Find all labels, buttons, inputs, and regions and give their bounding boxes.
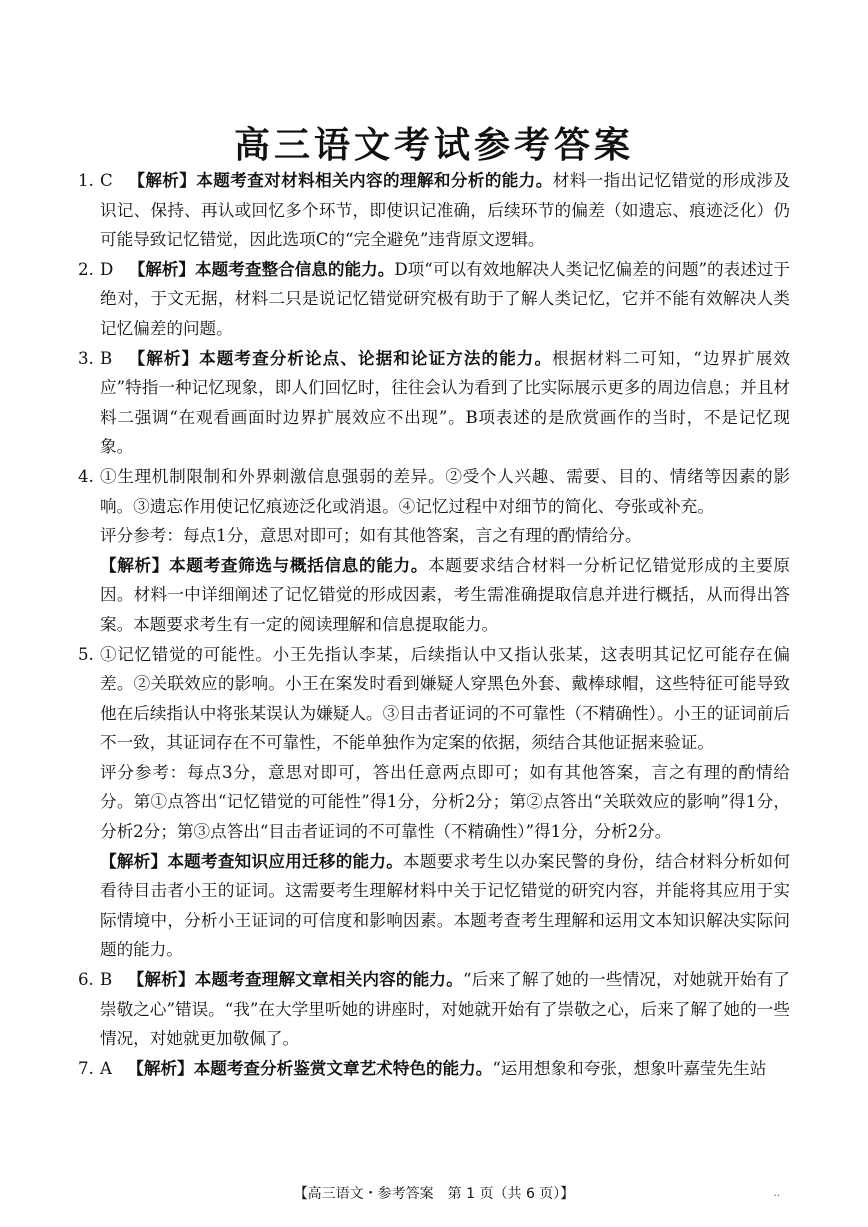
analysis-text: D项“可以有效地解决人类记忆偏差的问题”的表述过于绝对，于文无据，材料二只是说记忆错觉研究极有助于了解人类记忆，它并不能有效解决人类记忆偏差的问题。 <box>100 259 791 338</box>
answer-points: ①生理机制限制和外界刺激信息强弱的差异。②受个人兴趣、需要、目的、情绪等因素的影响。③遗忘作用使记忆痕迹泛化或消退。④记忆过程中对细节的简化、夸张或补充。 <box>100 466 790 516</box>
answer-choice: C <box>100 171 113 190</box>
analysis-tag: 【解析】 <box>100 554 170 575</box>
analysis-lead: 本题考查知识应用迁移的能力。 <box>167 850 404 871</box>
question-number: 6. <box>78 970 94 990</box>
analysis-lead: 本题考查分析论点、论据和论证方法的能力。 <box>199 347 553 368</box>
analysis-tag: 【解析】 <box>100 850 168 871</box>
analysis-paragraph <box>100 551 790 640</box>
analysis-lead: 本题考查整合信息的能力。 <box>195 258 395 279</box>
analysis-lead: 本题考查筛选与概括信息的能力。 <box>169 554 429 575</box>
page-footer: 【高三语文・参考答案 第 1 页（共 6 页）】 <box>293 1186 575 1202</box>
answer-choice: D <box>100 259 114 279</box>
question-number: 7. <box>78 1058 94 1078</box>
analysis-text: 材料一指出记忆错觉的形成涉及识记、保持、再认或回忆多个环节，即使识记准确，后续环节的偏差（如遗忘、痕迹泛化）仍可能导致记忆错觉，因此选项C的“完全避免”违背原文逻辑。 <box>100 171 790 250</box>
page-title: 高三语文考试参考答案 <box>233 125 634 166</box>
analysis-tag: 【解析】 <box>128 347 200 368</box>
analysis-lead: 本题考查对材料相关内容的理解和分析的能力。 <box>196 170 553 190</box>
analysis-tag: 【解析】 <box>127 969 195 990</box>
question-number: 2. <box>78 259 94 279</box>
answer-item-5 <box>78 640 790 966</box>
analysis-tag: 【解析】 <box>128 170 197 190</box>
question-number: 1. <box>78 171 94 190</box>
answer-choice: A <box>100 1058 112 1078</box>
corner-mark: .. <box>773 1188 780 1199</box>
answer-choice: B <box>100 348 113 368</box>
analysis-tag: 【解析】 <box>128 258 196 279</box>
analysis-text: “运用想象和夸张，想象叶嘉莹先生站 <box>492 1058 767 1078</box>
question-number: 4. <box>78 466 94 486</box>
answer-item-2 <box>78 255 790 344</box>
answer-content <box>78 166 790 1083</box>
analysis-text: 本题要求结合材料一分析记忆错觉形成的主要原因。材料一中详细阐述了记忆错觉的形成因素，考生需准确提取信息并进行概括，从而得出答案。本题要求考生有一定的阅读理解和信息提取能力。 <box>100 555 791 634</box>
analysis-text: 本题要求考生以办案民警的身份，结合材料分析如何看待目击者小王的证词。这需要考生理解材料中关于记忆错觉的研究内容，并能将其应用于实际情境中，分析小王证词的可信度和影响因素。本题考查考生理解和运用文本知识解决实际问题的能力。 <box>100 851 791 960</box>
analysis-text: “后来了解了她的一些情况，对她就开始有了崇敬之心”错误。“我”在大学里听她的讲座时，对她就开始有了崇敬之心，后来了解了她的一些情况，对她就更加敬佩了。 <box>100 970 790 1049</box>
answer-item-6 <box>78 965 790 1054</box>
answer-item-7 <box>78 1054 790 1084</box>
analysis-lead: 本题考查理解文章相关内容的能力。 <box>194 969 463 990</box>
scoring-reference: 评分参考：每点3分，意思对即可，答出任意两点即可；如有其他答案，言之有理的酌情给分。第①点答出“记忆错觉的可能性”得1分，分析2分；第②点答出“关联效应的影响”得1分，分析2分；第③点答出“目击者证词的不可靠性（不精确性）”得1分，分析2分。 <box>100 762 790 842</box>
question-number: 3. <box>78 348 94 368</box>
analysis-text: 根据材料二可知，“边界扩展效应”特指一种记忆现象，即人们回忆时，往往会认为看到了比实际展示更多的周边信息；并且材料二强调“在观看画面时边界扩展效应不出现”。B项表述的是欣赏画作的当时，不是记忆现象。 <box>100 348 791 457</box>
answer-points: ①记忆错觉的可能性。小王先指认李某，后续指认中又指认张某，这表明其记忆可能存在偏差。②关联效应的影响。小王在案发时看到嫌疑人穿黑色外套、戴棒球帽，这些特征可能导致他在后续指认中将张某误认为嫌疑人。③目击者证词的不可靠性（不精确性）。小王的证词前后不一致，其证词存在不可靠性，不能单独作为定案的依据，须结合其他证据来验证。 <box>100 644 790 753</box>
answer-item-1 <box>78 166 790 255</box>
answer-item-3 <box>78 344 790 462</box>
analysis-tag: 【解析】 <box>127 1057 194 1078</box>
analysis-lead: 本题考查分析鉴赏文章艺术特色的能力。 <box>193 1057 493 1078</box>
answer-choice: B <box>100 970 113 990</box>
question-number: 5. <box>78 644 94 664</box>
analysis-paragraph <box>100 847 790 965</box>
scoring-reference: 评分参考：每点1分，意思对即可；如有其他答案，言之有理的酌情给分。 <box>100 526 642 546</box>
answer-item-4 <box>78 462 790 640</box>
